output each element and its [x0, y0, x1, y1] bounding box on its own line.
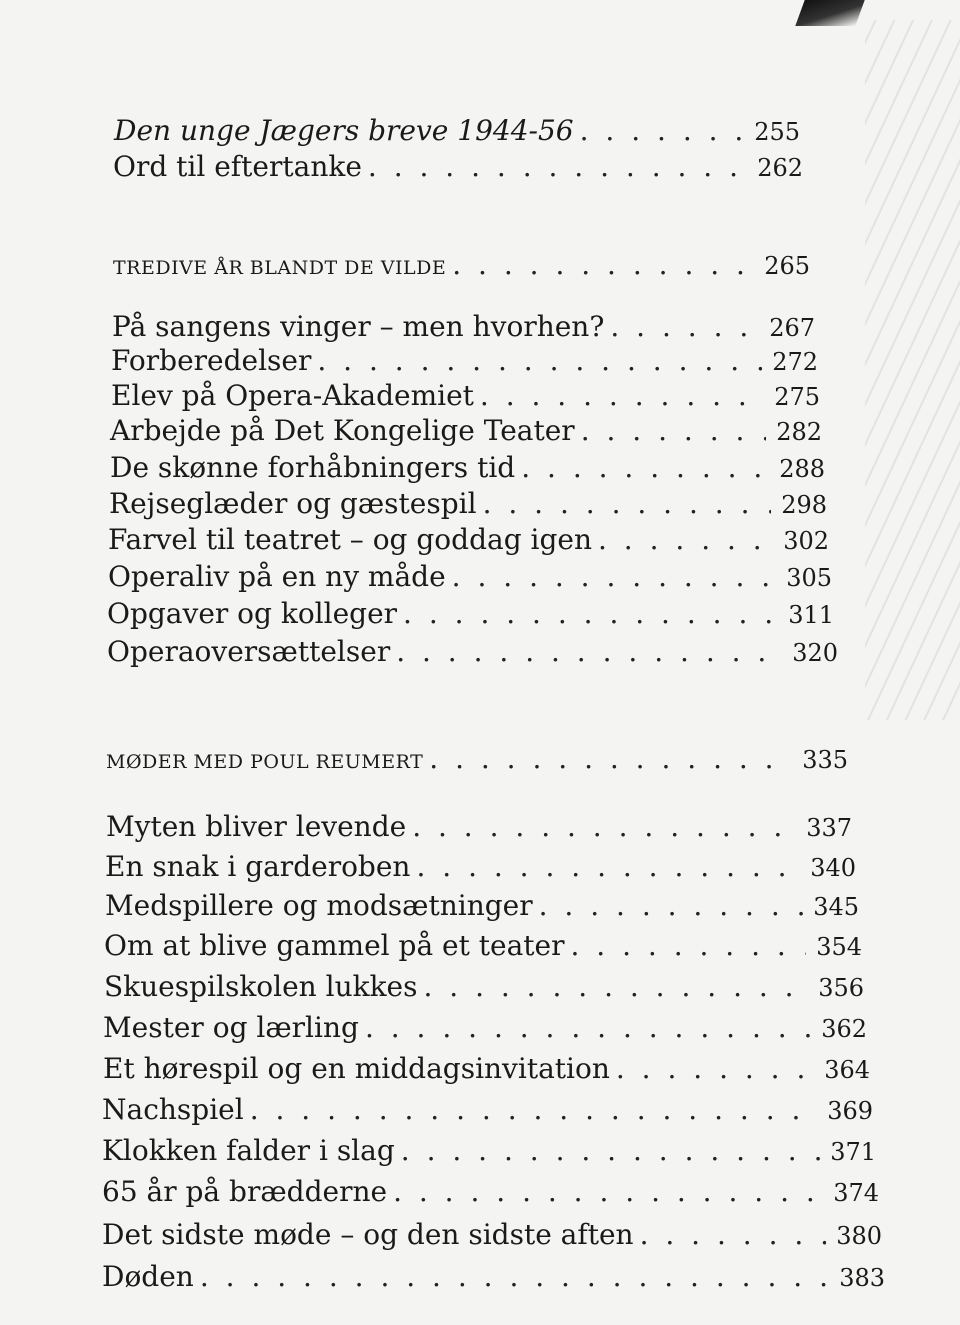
page-number: 362: [821, 1015, 867, 1043]
dot-leader: [610, 310, 759, 344]
page-number: 282: [776, 418, 822, 446]
page-number: 320: [792, 639, 838, 667]
toc-entry: [102, 1093, 873, 1128]
entry-title: Klokken falder i slag: [102, 1134, 395, 1167]
dot-leader: [570, 929, 806, 963]
entry-title: Ord til eftertanke: [113, 150, 362, 183]
dot-leader: [403, 597, 778, 631]
toc-entry: [103, 1011, 867, 1046]
page-number: 374: [833, 1179, 879, 1207]
page-number: 340: [810, 854, 856, 882]
entry-title: Arbejde på Det Kongelige Teater: [110, 414, 575, 447]
dot-leader: [539, 889, 804, 923]
page-number: 337: [806, 814, 852, 842]
page-number: 298: [781, 491, 827, 519]
dot-leader: [640, 1218, 827, 1252]
dot-leader: [429, 742, 792, 776]
entry-title: De skønne forhåbningers tid: [110, 451, 516, 484]
page-number: 302: [783, 527, 829, 555]
dot-leader: [365, 1011, 811, 1045]
dot-leader: [580, 114, 745, 148]
entry-title: Opgaver og kolleger: [107, 597, 398, 630]
entry-title: Døden: [102, 1260, 194, 1293]
page-number: 255: [754, 118, 800, 146]
page-number: 380: [836, 1222, 882, 1250]
page-number: 371: [830, 1138, 876, 1166]
dot-leader: [416, 850, 800, 884]
entry-title: Elev på Opera-Akademiet: [111, 379, 474, 412]
entry-title: Farvel til teatret – og goddag igen: [108, 523, 592, 556]
toc-entry: [110, 414, 822, 449]
dot-leader: [581, 414, 766, 448]
toc-entry: [102, 1175, 879, 1210]
entry-title: Det sidste møde – og den sidste aften: [102, 1218, 634, 1251]
toc-entry: [111, 379, 820, 414]
entry-title: Operaoversættelser: [107, 635, 391, 668]
dot-leader: [616, 1052, 814, 1086]
toc-entry: [110, 451, 825, 486]
entry-title: Om at blive gammel på et teater: [104, 929, 565, 962]
dot-leader: [598, 523, 773, 557]
page-number: 345: [813, 893, 859, 921]
page-number: 335: [802, 746, 848, 774]
dot-leader: [412, 810, 796, 844]
dot-leader: [521, 451, 769, 485]
dot-leader: [483, 487, 772, 521]
toc-entry: [108, 523, 829, 558]
page-number: 262: [757, 154, 803, 182]
toc-entry: [104, 970, 864, 1005]
page-number: 369: [827, 1097, 873, 1125]
page-number: 272: [772, 348, 818, 376]
entry-title: MØDER MED POUL REUMERT: [106, 751, 424, 773]
toc-entry: [106, 810, 852, 845]
entry-title: Medspillere og modsætninger: [105, 889, 533, 922]
entry-title: Et hørespil og en middagsinvitation: [103, 1052, 610, 1085]
dot-leader: [200, 1260, 829, 1294]
entry-title: Myten bliver levende: [106, 810, 407, 843]
toc-entry: [114, 114, 800, 149]
page-number: 305: [786, 564, 832, 592]
toc-entry: [107, 635, 838, 670]
page-number: 354: [816, 933, 862, 961]
toc-entry: [107, 597, 834, 632]
dot-leader: [452, 248, 754, 282]
toc-entry: [102, 1260, 885, 1295]
dot-leader: [401, 1134, 820, 1168]
dot-leader: [317, 344, 762, 378]
toc-entry: [103, 1052, 870, 1087]
entry-title: Mester og lærling: [103, 1011, 359, 1044]
entry-title: På sangens vinger – men hvorhen?: [112, 310, 605, 343]
entry-title: En snak i garderoben: [105, 850, 411, 883]
entry-title: Operaliv på en ny måde: [108, 560, 446, 593]
dot-leader: [368, 150, 747, 184]
page-number: 383: [839, 1264, 885, 1292]
page-number: 356: [818, 974, 864, 1002]
section-heading: [113, 248, 810, 285]
dot-leader: [423, 970, 808, 1004]
page-number: 275: [774, 383, 820, 411]
toc-entry: [104, 929, 862, 964]
entry-title: TREDIVE ÅR BLANDT DE VILDE: [113, 257, 447, 279]
dot-leader: [396, 635, 782, 669]
entry-title: 65 år på brædderne: [102, 1175, 388, 1208]
entry-title: Nachspiel: [102, 1093, 244, 1126]
entry-title: Skuespilskolen lukkes: [104, 970, 418, 1003]
dot-leader: [452, 560, 777, 594]
toc-entry: [105, 850, 856, 885]
toc-entry: [109, 487, 827, 522]
dot-leader: [250, 1093, 818, 1127]
toc-entry: [112, 310, 815, 345]
page-number: 288: [779, 455, 825, 483]
toc-entry: [102, 1134, 876, 1169]
page-number: 267: [769, 314, 815, 342]
toc-entry: [111, 344, 818, 379]
entry-title: Den unge Jægers breve 1944-56: [114, 114, 574, 147]
toc-entry: [108, 560, 832, 595]
toc-entry: [113, 150, 803, 185]
page-number: 265: [764, 252, 810, 280]
section-heading: [106, 742, 848, 779]
dot-leader: [393, 1175, 823, 1209]
dot-leader: [480, 379, 764, 413]
toc-entry: [102, 1218, 882, 1253]
page-number: 364: [824, 1056, 870, 1084]
entry-title: Forberedelser: [111, 344, 312, 377]
toc-entry: [105, 889, 859, 924]
page-number: 311: [788, 601, 834, 629]
entry-title: Rejseglæder og gæstespil: [109, 487, 477, 520]
